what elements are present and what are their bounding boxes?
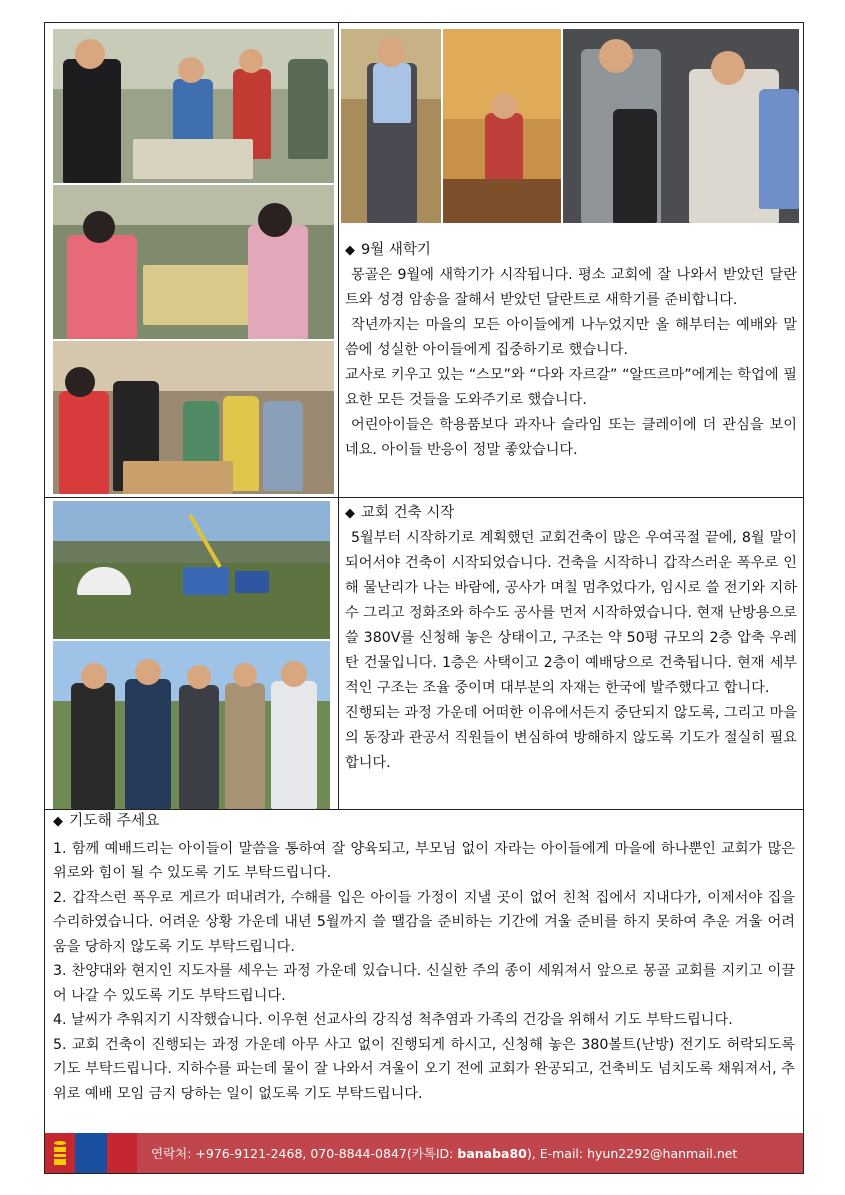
paragraph: 몽골은 9월에 새학기가 시작됩니다. 평소 교회에 잘 나와서 받았던 달란트와 성경 암송을 잘해서 받았던 달란트로 새학기를 준비합니다. bbox=[345, 267, 797, 308]
diamond-icon: ◆ bbox=[53, 814, 63, 829]
paragraph: 작년까지는 마을의 모든 아이들에게 나누었지만 올 해부터는 예배와 말씀에 성실한 아이들에게 집중하기로 했습니다. bbox=[345, 317, 797, 358]
kakao-id[interactable]: banaba80 bbox=[457, 1146, 527, 1161]
photo-group-of-men bbox=[53, 641, 330, 809]
photo-kids-receiving-books bbox=[53, 29, 334, 183]
contact-footer bbox=[45, 1133, 803, 1173]
prayer-item: 3. 찬양대와 현지인 지도자를 세우는 과정 가운데 있습니다. 신실한 주의 종이 세워져서 앞으로 몽골 교회를 지키고 이끌어 나갈 수 있도록 기도 부탁드립니다. bbox=[53, 963, 795, 1004]
paragraph: 진행되는 과정 가운데 어떠한 이유에서든지 중단되지 않도록, 그리고 마을의 동장과 관공서 직원들이 변심하여 방해하지 않도록 기도가 절실히 필요합니다. bbox=[345, 705, 797, 771]
section-title: ◆ 기도해 주세요 bbox=[53, 812, 160, 829]
paragraph: 어린아이들은 학용품보다 과자나 슬라임 또는 클레이에 더 관심을 보이네요. 아이들 반응이 정말 좋았습니다. bbox=[345, 417, 797, 458]
prayer-item: 2. 갑작스런 폭우로 게르가 떠내려가, 수해를 입은 아이들 가정이 지낼 곳이 없어 친척 집에서 지내다가, 이제서야 집을 수리하였습니다. 어려운 상황 가운데 내년 5월까지 쓸 땔감을 준비하는 기간에 겨울 준비를 하지 못하여 추운 겨울 어려움을 당하지 않도록 기도 부탁드립니다. bbox=[53, 889, 795, 955]
mongolia-flag-icon bbox=[45, 1133, 137, 1173]
section-title: ◆ 9월 새학기 bbox=[345, 242, 431, 258]
email-label: ), E-mail: bbox=[526, 1146, 588, 1161]
prayer-item: 4. 날씨가 추워지기 시작했습니다. 이우현 선교사의 강직성 척추염과 가족의 건강을 위해서 기도 부탁드립니다. bbox=[53, 1012, 733, 1028]
contact-label: 연락처: bbox=[151, 1146, 192, 1161]
photo-boy-in-ger bbox=[443, 29, 561, 223]
email-link[interactable]: hyun2292@hanmail.net bbox=[587, 1146, 738, 1161]
photo-pastor-in-suit bbox=[341, 29, 441, 223]
prayer-item: 5. 교회 건축이 진행되는 과정 가운데 아무 사고 없이 진행되게 하시고, 신청해 놓은 380볼트(난방) 전기도 허락되도록 기도 부탁드립니다. 지하수를 파는데 물이 잘 나와서 겨울이 오기 전에 교회가 완공되고, 건축비도 넘치도록 채워져서, 추위로 예배 모임 금지 당하는 일이 없도록 기도 부탁드립니다. bbox=[53, 1036, 795, 1102]
diamond-icon: ◆ bbox=[345, 243, 355, 258]
photo-construction-site-ger bbox=[53, 501, 330, 639]
paragraph: 교사로 키우고 있는 “스모”와 “다와 자르갈” “알뜨르마”에게는 학업에 필요한 모든 것들을 도와주기로 했습니다. bbox=[345, 367, 797, 408]
photo-boy-holding-pants bbox=[563, 29, 799, 223]
section-new-school-term bbox=[345, 238, 797, 463]
section-title: ◆ 교회 건축 시작 bbox=[345, 505, 455, 521]
photo-teacher-handing-supplies bbox=[53, 185, 334, 339]
section-church-construction bbox=[345, 501, 797, 776]
prayer-item: 1. 함께 예배드리는 아이들이 말씀을 통하여 잘 양육되고, 부모님 없이 자라는 아이들에게 마을에 하나뿐인 교회가 많은 위로와 힘이 될 수 있도록 기도 부탁드립니다. bbox=[53, 840, 795, 881]
contact-phones: +976-9121-2468, 070-8844-0847(카톡ID: bbox=[195, 1146, 458, 1161]
paragraph: 5월부터 시작하기로 계획했던 교회건축이 많은 우여곡절 끝에, 8월 말이 되어서야 건축이 시작되었습니다. 건축을 시작하니 갑작스러운 폭우로 인해 물난리가 나는 바람에, 공사가 며칠 멈추었다가, 임시로 쓸 전기와 지하수 그리고 정화조와 하수도 공사를 먼저 시작하였습니다. 현재 난방용으로 쓸 380V를 신청해 놓은 상태이고, 구조는 약 50평 규모의 2층 압축 우레탄 건물입니다. 1층은 사택이고 2층이 예배당으로 건축됩니다. 현재 세부적인 구조는 조율 중이며 대부분의 자재는 한국에 발주했다고 합니다. bbox=[345, 530, 797, 696]
diamond-icon: ◆ bbox=[345, 506, 355, 521]
contact-info bbox=[151, 1144, 737, 1162]
photo-children-snacks bbox=[53, 341, 334, 494]
newsletter-page bbox=[44, 22, 804, 1174]
section-prayer-requests bbox=[53, 809, 795, 1106]
